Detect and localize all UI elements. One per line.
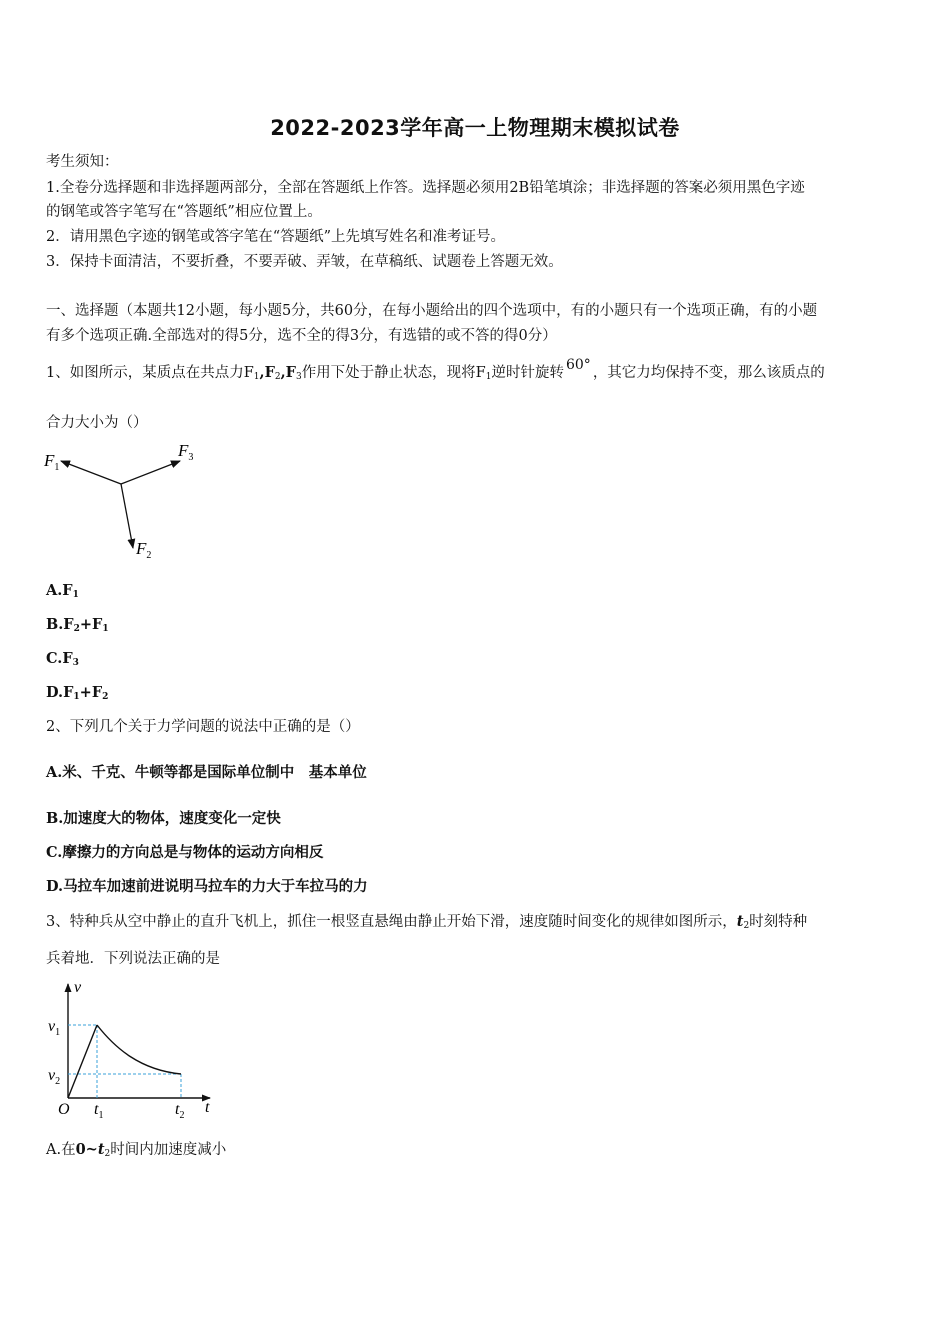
f1-label: $F_1$ [44, 451, 60, 473]
v1-label: $v_1$ [48, 1018, 61, 1038]
force-diagram [40, 436, 210, 566]
t2-label: $t_2$ [175, 1101, 185, 1121]
q2-option-c[interactable]: C.摩擦力的方向总是与物体的运动方向相反 [46, 844, 324, 861]
velocity-time-graph [40, 976, 230, 1126]
q1-option-b[interactable]: $B.F_2+F_1$ [46, 616, 109, 634]
notice-heading: 考生须知： [46, 154, 119, 170]
notice-item-2: 2．请用黑色字迹的钢笔或答字笔在“答题纸”上先填写姓名和准考证号。 [46, 229, 506, 245]
q1-option-c[interactable]: $C.F_3$ [46, 650, 79, 668]
section-heading-line1: 一、选择题（本题共12小题，每小题5分，共60分，在每小题给出的四个选项中，有的小题只有一个选项正确，有的小题 [46, 303, 818, 319]
q1-option-a[interactable]: $A.F_1$ [46, 582, 79, 600]
f3-label: $F_3$ [178, 441, 194, 463]
q3-stem-line2: 兵着地．下列说法正确的是 [46, 951, 220, 967]
q3-stem: 3、特种兵从空中静止的直升飞机上，抓住一根竖直悬绳由静止开始下滑，速度随时间变化的规律如图所示，$t_2$时刻特种 [46, 913, 808, 931]
notice-item-1-cont: 的钢笔或答字笔写在“答题纸”相应位置上。 [46, 204, 322, 220]
angle-60: 60° [565, 357, 591, 373]
q2-option-b[interactable]: B.加速度大的物体，速度变化一定快 [46, 810, 281, 827]
q2-stem: 2、下列几个关于力学问题的说法中正确的是（） [46, 719, 360, 735]
origin-label: O [58, 1101, 70, 1118]
section-heading-line2: 有多个选项正确.全部选对的得5分，选不全的得3分，有选错的或不答的得0分） [46, 328, 557, 344]
accelerating-segment [68, 1025, 97, 1098]
q1-stem-line2: 合力大小为（） [46, 415, 148, 431]
v2-label: $v_2$ [48, 1067, 61, 1087]
t-axis-label: t [205, 1099, 210, 1116]
q3-option-a[interactable]: A.在$0\sim t_2$时间内加速度减小 [46, 1141, 227, 1159]
q1-stem: 1、如图所示，某质点在共点力$F_1,F_2,F_3$作用下处于静止状态，现将$F_1$逆时针旋转 60° ，其它力均保持不变，那么该质点的 [46, 357, 825, 382]
decelerating-curve [97, 1025, 181, 1074]
notice-item-3: 3．保持卡面清洁，不要折叠，不要弄破、弄皱，在草稿纸、试题卷上答题无效。 [46, 254, 563, 270]
v-axis-label: v [74, 979, 82, 996]
force-f1-arrow [61, 461, 121, 484]
q2-option-d[interactable]: D.马拉车加速前进说明马拉车的力大于车拉马的力 [46, 878, 368, 895]
force-f3-arrow [121, 461, 180, 484]
q1-option-d[interactable]: $D.F_1+F_2$ [46, 684, 109, 702]
f2-label: $F_2$ [136, 539, 152, 561]
page-title: 2022-2023学年高一上物理期末模拟试卷 [270, 116, 680, 140]
notice-item-1: 1.全卷分选择题和非选择题两部分，全部在答题纸上作答。选择题必须用2B铅笔填涂；非选择题的答案必须用黑色字迹 [46, 180, 805, 196]
t1-label: $t_1$ [94, 1101, 104, 1121]
q2-option-a[interactable]: A.米、千克、牛顿等都是国际单位制中 基本单位 [46, 764, 367, 781]
force-f2-arrow [121, 484, 133, 548]
